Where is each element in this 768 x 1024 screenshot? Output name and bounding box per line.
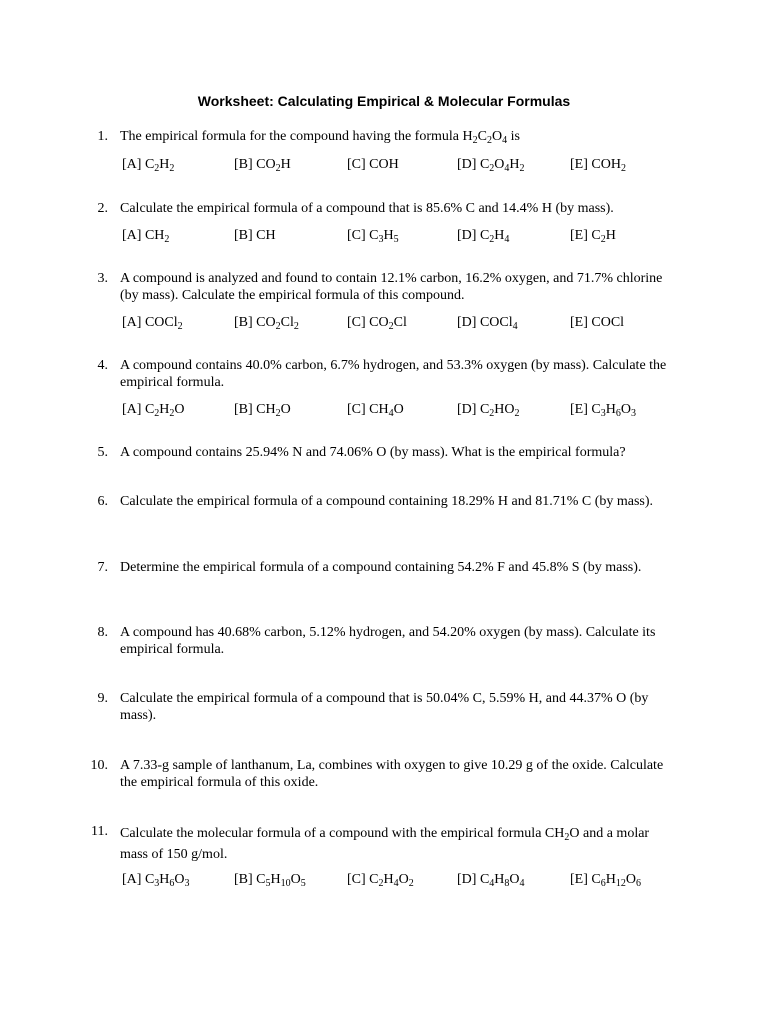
choice-a: [A] $C_2H_2$	[122, 157, 175, 174]
question-text: Calculate the molecular formula of a compound with the empirical formula $CH_2O$ and a molar mass of 150 g/mol.	[120, 826, 650, 862]
choice-e: [E] $C_6H_{12}O_6$	[570, 872, 641, 889]
choice-d: [D] $C_2O_4H_2$	[457, 157, 525, 174]
question-number: 4.	[97, 358, 108, 373]
question-text: Determine the empirical formula of a compound containing 54.2% F and 45.8% S (by mass).	[120, 560, 642, 575]
choice-c: [C] $C_3H_5$	[347, 228, 399, 245]
question-number: 2.	[97, 201, 108, 216]
question-text: The empirical formula for the compound having the formula $H_2C_2O_4$ is	[120, 129, 520, 146]
choice-c: [C] COH	[347, 157, 399, 172]
choice-b: [B] $CO_2Cl_2$	[234, 315, 299, 332]
choice-b: [B] $CH_2O$	[234, 402, 291, 419]
question-number: 7.	[97, 560, 108, 575]
choice-c: [C] $C_2H_4O_2$	[347, 872, 414, 889]
choice-e: [E] $C_3H_6O_3$	[570, 402, 636, 419]
choice-a: [A] $CH_2$	[122, 228, 170, 245]
question-text: Calculate the empirical formula of a compound that is 50.04% C, 5.59% H, and 44.37% O (by mass).	[120, 691, 649, 723]
page-title: Worksheet: Calculating Empirical & Molecular Formulas	[197, 93, 571, 109]
choice-d: [D] $C_2H_4$	[457, 228, 510, 245]
question-number: 6.	[97, 494, 108, 509]
question-text: A compound is analyzed and found to contain 12.1% carbon, 16.2% oxygen, and 71.7% chlorine (by mass). Calculate the empirical formula of this compound.	[120, 271, 663, 303]
question-number: 3.	[97, 271, 108, 286]
choice-a: [A] $C_2H_2O$	[122, 402, 185, 419]
question-text: Calculate the empirical formula of a compound that is 85.6% C and 14.4% H (by mass).	[120, 201, 614, 216]
choice-e: [E] $COH_2$	[570, 157, 626, 174]
question-text: A 7.33-g sample of lanthanum, La, combines with oxygen to give 10.29 g of the oxide. Calculate the empirical formula of this oxide.	[120, 758, 664, 790]
choice-e: [E] COCl	[570, 315, 625, 330]
choice-a: [A] COCl$_2$	[122, 315, 183, 332]
question-text: A compound contains 25.94% N and 74.06% O (by mass). What is the empirical formula?	[120, 445, 626, 460]
question-text: A compound contains 40.0% carbon, 6.7% hydrogen, and 53.3% oxygen (by mass). Calculate the empirical formula.	[120, 358, 667, 390]
choice-b: [B] CH	[234, 228, 276, 243]
question-number: 8.	[97, 625, 108, 640]
question-number: 11.	[91, 824, 108, 839]
choice-b: [B] $CO_2H$	[234, 157, 291, 174]
choice-c: [C] $CH_4O$	[347, 402, 404, 419]
question-number: 1.	[97, 129, 108, 144]
question-text: Calculate the empirical formula of a compound containing 18.29% H and 81.71% C (by mass).	[120, 494, 654, 509]
choice-c: [C] $CO_2Cl$	[347, 315, 407, 332]
choice-d: [D] COCl$_4$	[457, 315, 518, 332]
choice-e: [E] $C_2H$	[570, 228, 616, 245]
choice-d: [D] $C_2HO_2$	[457, 402, 520, 419]
question-number: 5.	[97, 445, 108, 460]
choice-a: [A] $C_3H_6O_3$	[122, 872, 190, 889]
question-text: A compound has 40.68% carbon, 5.12% hydrogen, and 54.20% oxygen (by mass). Calculate its empirical formula.	[120, 625, 656, 657]
choice-d: [D] $C_4H_8O_4$	[457, 872, 525, 889]
question-number: 9.	[97, 691, 108, 706]
question-number: 10.	[90, 758, 108, 773]
choice-b: [B] $C_5H_{10}O_5$	[234, 872, 306, 889]
